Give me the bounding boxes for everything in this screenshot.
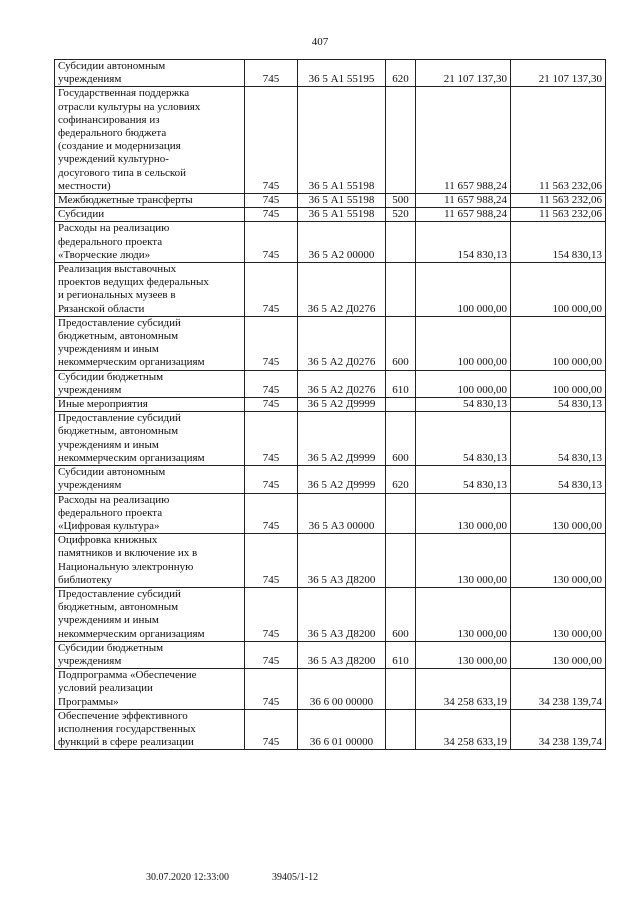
row-name-line: Расходы на реализацию: [58, 222, 170, 235]
cell-grbs: 745: [245, 398, 298, 412]
cell-grbs: 745: [245, 370, 298, 397]
row-name-line: бюджетным, автономным: [58, 601, 179, 614]
cell-csr: 36 5 А2 Д0276: [298, 316, 386, 370]
cell-grbs: 745: [245, 466, 298, 493]
page-number: 407: [311, 36, 329, 48]
row-name-line: Рязанской области: [58, 302, 145, 315]
cell-sum-2: 34 238 139,74: [511, 669, 606, 710]
row-name-line: местности): [58, 179, 111, 192]
row-name-line: функций в сфере реализации: [58, 736, 194, 749]
cell-csr: 36 5 А1 55198: [298, 194, 386, 208]
row-name-line: Иные мероприятия: [58, 398, 148, 411]
table-row: [55, 208, 606, 222]
cell-sum-1: 130 000,00: [416, 534, 511, 588]
row-name: [55, 316, 245, 370]
cell-sum-1: 11 657 988,24: [416, 208, 511, 222]
row-name: [55, 587, 245, 641]
table-row: [55, 412, 606, 466]
cell-grbs: 745: [245, 208, 298, 222]
row-name-line: Расходы на реализацию: [58, 493, 170, 506]
row-name-line: учреждениям и иным: [58, 614, 159, 627]
cell-sum-1: 54 830,13: [416, 412, 511, 466]
cell-sum-1: 54 830,13: [416, 398, 511, 412]
table-body: [55, 60, 606, 750]
cell-vr: [386, 493, 416, 534]
table-row: [55, 316, 606, 370]
row-name-line: Межбюджетные трансферты: [58, 194, 193, 207]
cell-sum-2: 11 563 232,06: [511, 194, 606, 208]
row-name: [55, 534, 245, 588]
cell-csr: 36 5 А3 Д8200: [298, 534, 386, 588]
table-row: [55, 87, 606, 194]
cell-sum-1: 100 000,00: [416, 316, 511, 370]
row-name-line: некоммерческим организациям: [58, 451, 205, 464]
cell-csr: 36 5 А3 Д8200: [298, 641, 386, 668]
cell-csr: 36 5 А3 00000: [298, 493, 386, 534]
cell-sum-2: 130 000,00: [511, 587, 606, 641]
table-row: [55, 493, 606, 534]
table-row: [55, 534, 606, 588]
row-name-line: проектов ведущих федеральных: [58, 276, 209, 289]
cell-grbs: 745: [245, 669, 298, 710]
row-name: [55, 641, 245, 668]
cell-grbs: 745: [245, 60, 298, 87]
cell-sum-2: 11 563 232,06: [511, 208, 606, 222]
table-row: [55, 587, 606, 641]
row-name-line: федерального проекта: [58, 506, 163, 519]
cell-vr: 500: [386, 194, 416, 208]
cell-grbs: 745: [245, 709, 298, 750]
table-row: [55, 194, 606, 208]
cell-vr: [386, 263, 416, 317]
table-row: [55, 398, 606, 412]
row-name-line: учреждениям и иным: [58, 343, 159, 356]
row-name-line: учреждениям и иным: [58, 438, 159, 451]
row-name: [55, 60, 245, 87]
table-row: [55, 222, 606, 263]
row-name: [55, 669, 245, 710]
cell-csr: 36 6 01 00000: [298, 709, 386, 750]
cell-csr: 36 5 А1 55198: [298, 87, 386, 194]
cell-vr: 520: [386, 208, 416, 222]
cell-grbs: 745: [245, 87, 298, 194]
row-name: [55, 412, 245, 466]
row-name-line: федерального бюджета: [58, 127, 167, 140]
cell-grbs: 745: [245, 641, 298, 668]
row-name-line: досугового типа в сельской: [58, 166, 187, 179]
row-name: [55, 709, 245, 750]
cell-sum-1: 54 830,13: [416, 466, 511, 493]
row-name: [55, 263, 245, 317]
row-name-line: Государственная поддержка: [58, 87, 190, 100]
cell-vr: 600: [386, 412, 416, 466]
row-name: [55, 87, 245, 194]
row-name-line: учреждениям: [58, 479, 122, 492]
cell-sum-1: 100 000,00: [416, 263, 511, 317]
row-name-line: бюджетным, автономным: [58, 425, 179, 438]
table-row: [55, 641, 606, 668]
cell-sum-1: 34 258 633,19: [416, 669, 511, 710]
cell-vr: 620: [386, 466, 416, 493]
cell-csr: 36 5 А2 00000: [298, 222, 386, 263]
cell-vr: 610: [386, 641, 416, 668]
row-name-line: учреждениям: [58, 73, 122, 86]
cell-grbs: 745: [245, 222, 298, 263]
footer-timestamp: 30.07.2020 12:33:00: [146, 872, 230, 883]
cell-sum-2: 100 000,00: [511, 370, 606, 397]
cell-grbs: 745: [245, 587, 298, 641]
cell-grbs: 745: [245, 263, 298, 317]
row-name-line: Предоставление субсидий: [58, 412, 181, 425]
row-name-line: библиотеку: [58, 573, 112, 586]
row-name: [55, 222, 245, 263]
cell-sum-2: 54 830,13: [511, 398, 606, 412]
cell-csr: 36 5 А2 Д0276: [298, 263, 386, 317]
cell-sum-2: 154 830,13: [511, 222, 606, 263]
row-name: [55, 493, 245, 534]
cell-csr: 36 5 А2 Д0276: [298, 370, 386, 397]
row-name: [55, 466, 245, 493]
row-name-line: Оцифровка книжных: [58, 534, 158, 547]
row-name: [55, 370, 245, 397]
table-row: [55, 263, 606, 317]
budget-table: [54, 59, 606, 750]
row-name-line: Обеспечение эффективного: [58, 709, 188, 722]
row-name-line: Субсидии бюджетным: [58, 370, 164, 383]
cell-vr: 620: [386, 60, 416, 87]
cell-sum-1: 11 657 988,24: [416, 194, 511, 208]
cell-grbs: 745: [245, 493, 298, 534]
row-name-line: Субсидии автономным: [58, 466, 166, 479]
row-name-line: Национальную электронную: [58, 560, 194, 573]
row-name-line: федерального проекта: [58, 235, 163, 248]
row-name-line: Подпрограмма «Обеспечение: [58, 669, 197, 682]
cell-grbs: 745: [245, 534, 298, 588]
cell-sum-2: 130 000,00: [511, 493, 606, 534]
row-name-line: памятников и включение их в: [58, 547, 198, 560]
cell-grbs: 745: [245, 412, 298, 466]
cell-vr: [386, 398, 416, 412]
table-row: [55, 60, 606, 87]
row-name-line: некоммерческим организациям: [58, 356, 205, 369]
cell-vr: [386, 709, 416, 750]
cell-csr: 36 5 А1 55195: [298, 60, 386, 87]
row-name-line: Реализация выставочных: [58, 263, 177, 276]
cell-vr: [386, 222, 416, 263]
cell-vr: [386, 669, 416, 710]
row-name-line: учреждений культурно-: [58, 153, 169, 166]
cell-sum-2: 100 000,00: [511, 263, 606, 317]
row-name: [55, 398, 245, 412]
row-name-line: Предоставление субсидий: [58, 587, 181, 600]
cell-csr: 36 5 А2 Д9999: [298, 398, 386, 412]
row-name-line: бюджетным, автономным: [58, 330, 179, 343]
cell-sum-1: 34 258 633,19: [416, 709, 511, 750]
cell-grbs: 745: [245, 316, 298, 370]
row-name-line: некоммерческим организациям: [58, 627, 205, 640]
cell-sum-2: 130 000,00: [511, 534, 606, 588]
cell-csr: 36 6 00 00000: [298, 669, 386, 710]
cell-sum-2: 130 000,00: [511, 641, 606, 668]
cell-csr: 36 5 А1 55198: [298, 208, 386, 222]
row-name-line: Субсидии: [58, 208, 105, 221]
cell-sum-1: 130 000,00: [416, 493, 511, 534]
row-name-line: софинансирования из: [58, 113, 160, 126]
cell-sum-1: 130 000,00: [416, 641, 511, 668]
table-row: [55, 709, 606, 750]
row-name-line: учреждениям: [58, 654, 122, 667]
cell-csr: 36 5 А3 Д8200: [298, 587, 386, 641]
cell-grbs: 745: [245, 194, 298, 208]
row-name-line: «Цифровая культура»: [58, 519, 160, 532]
cell-vr: 610: [386, 370, 416, 397]
cell-sum-2: 21 107 137,30: [511, 60, 606, 87]
table-row: [55, 466, 606, 493]
cell-sum-2: 11 563 232,06: [511, 87, 606, 194]
row-name: [55, 208, 245, 222]
cell-vr: 600: [386, 316, 416, 370]
cell-sum-1: 130 000,00: [416, 587, 511, 641]
cell-vr: 600: [386, 587, 416, 641]
cell-sum-2: 34 238 139,74: [511, 709, 606, 750]
row-name-line: отрасли культуры на условиях: [58, 100, 201, 113]
cell-sum-1: 154 830,13: [416, 222, 511, 263]
row-name-line: (создание и модернизация: [58, 140, 181, 153]
table-row: [55, 370, 606, 397]
row-name-line: учреждениям: [58, 383, 122, 396]
table-row: [55, 669, 606, 710]
row-name-line: Субсидии автономным: [58, 60, 166, 72]
cell-vr: [386, 534, 416, 588]
row-name-line: «Творческие люди»: [58, 248, 151, 261]
row-name-line: Программы»: [58, 695, 119, 708]
cell-vr: [386, 87, 416, 194]
cell-sum-2: 54 830,13: [511, 466, 606, 493]
cell-sum-1: 100 000,00: [416, 370, 511, 397]
cell-sum-2: 54 830,13: [511, 412, 606, 466]
row-name: [55, 194, 245, 208]
cell-csr: 36 5 А2 Д9999: [298, 466, 386, 493]
cell-csr: 36 5 А2 Д9999: [298, 412, 386, 466]
cell-sum-1: 11 657 988,24: [416, 87, 511, 194]
row-name-line: исполнения государственных: [58, 722, 196, 735]
row-name-line: Субсидии бюджетным: [58, 641, 164, 654]
row-name-line: условий реализации: [58, 682, 153, 695]
footer-doc-code: 39405/1-12: [272, 872, 319, 883]
cell-sum-1: 21 107 137,30: [416, 60, 511, 87]
cell-sum-2: 100 000,00: [511, 316, 606, 370]
row-name-line: и региональных музеев в: [58, 289, 176, 302]
row-name-line: Предоставление субсидий: [58, 316, 181, 329]
